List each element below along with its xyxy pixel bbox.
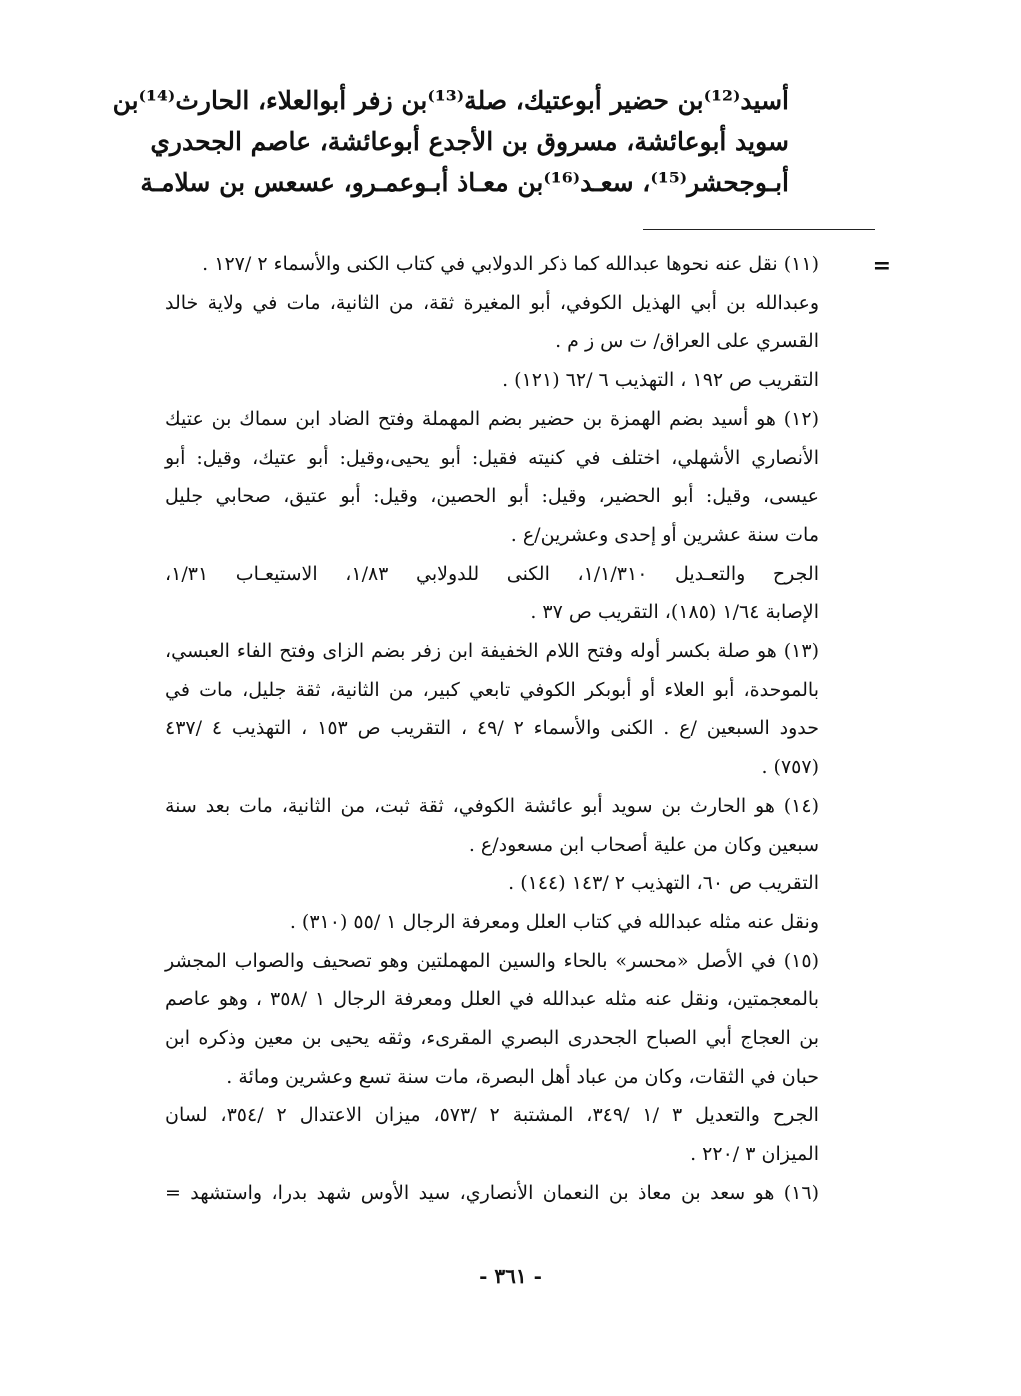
- footnote-line: بالموحدة، أبو العلاء أو أبوبكر الكوفي تابعي كبير، من الثانية، ثقة جليل، مات في: [165, 678, 819, 701]
- main-text-line: سويد أبوعائشة، مسروق بن الأجدع أبوعائشة، عاصم الجحدري: [150, 127, 789, 156]
- footnote-line: سبعين وكان من علية أصحاب ابن مسعود/ع .: [468, 833, 819, 856]
- footnote-line: الجرح والتعديل ٣ /١ /٣٤٩، المشتبة ٢ /٥٧٣، ميزان الاعتدال ٢ /٣٥٤، لسان: [165, 1104, 819, 1127]
- footnote-separator: [643, 229, 875, 230]
- footnote-line: الإصابة ١/٦٤ (١٨٥)، التقريب ص ٣٧ .: [530, 601, 819, 624]
- footnotes-block: [165, 245, 819, 1213]
- footnote-line: وعبدالله بن أبي الهذيل الكوفي، أبو المغيرة ثقة، من الثانية، مات في ولاية خالد: [165, 291, 819, 314]
- footnote-line: (١١) نقل عنه نحوها عبدالله كما ذكر الدولابي في كتاب الكنى والأسماء ٢ /١٢٧ .: [202, 253, 819, 275]
- footnote-line: الميزان ٣ /٢٢٠ .: [690, 1143, 819, 1166]
- main-text-line: أسيد⁽¹²⁾بن حضير أبوعتيك، صلة⁽¹³⁾بن زفر أبوالعلاء، الحارث⁽¹⁴⁾بن: [112, 86, 789, 115]
- footnote-line: (١٥) في الأصل «محسر» بالحاء والسين المهملتين وهو تصحيف والصواب المجشر: [165, 949, 819, 972]
- footnote-line: الجرح والتعـديل ١/١/٣١٠، الكنى للدولابي ١/٨٣، الاستيعـاب ١/٣١،: [165, 562, 819, 585]
- footnote-line: التقريب ص ١٩٢ ، التهذيب ٦ /٦٢ (١٢١) .: [502, 369, 819, 392]
- footnote-line: التقريب ص ٦٠، التهذيب ٢ /١٤٣ (١٤٤) .: [508, 872, 819, 895]
- footnote-line: حدود السبعين /ع . الكنى والأسماء ٢ /٤٩ ، التقريب ص ١٥٣ ، التهذيب ٤ /٤٣٧: [165, 717, 819, 740]
- footnote-line: عيسى، وقيل: أبو الحضير، وقيل: أبو الحصين، وقيل: أبو عتيق، صحابي جليل: [165, 485, 819, 508]
- footnote-line: (١٣) هو صلة بكسر أوله وفتح اللام الخفيفة ابن زفر بضم الزاى وفتح الفاء العبسي،: [165, 640, 819, 663]
- footnote-line: (١٤) هو الحارث بن سويد أبو عائشة الكوفي، ثقة ثبت، من الثانية، مات بعد سنة: [165, 794, 819, 817]
- page-number: - ٣٦١ -: [479, 1264, 542, 1288]
- footnote-line: مات سنة عشرين أو إحدى وعشرين/ع .: [510, 523, 819, 546]
- main-text-block: [112, 80, 789, 203]
- footnote-line: بن العجاج أبي الصباح الجحدرى البصري المقرىء، وثقه يحيى بن معين وذكره ابن: [165, 1027, 819, 1050]
- footnote-line: (٧٥٧) .: [761, 756, 819, 779]
- footnote-line: الأنصاري الأشهلي، اختلف في كنيته فقيل: أبو يحيى،وقيل: أبو عتيك، وقيل: أبو: [165, 446, 819, 469]
- main-text-line: أبـوجحشر⁽¹⁵⁾، سعـد⁽¹⁶⁾بن معـاذ أبـوعمـرو، عسعس بن سلامـة: [140, 168, 789, 197]
- footnote-line: القسري على العراق/ ت س ز م .: [555, 330, 819, 353]
- footnote-line: ونقل عنه مثله عبدالله في كتاب العلل ومعرفة الرجال ١ /٥٥ (٣١٠) .: [289, 910, 819, 933]
- footnote-line: حبان في الثقات، وكان من عباد أهل البصرة، مات سنة تسع وعشرين ومائة .: [226, 1065, 819, 1088]
- footnote-line: بالمعجمتين، ونقل عنه مثله عبدالله في العلل ومعرفة الرجال ١ /٣٥٨ ، وهو عاصم: [165, 988, 820, 1011]
- footnote-line: (١٢) هو أسيد بضم الهمزة بن حضير بضم المهملة وفتح الضاد ابن سماك بن عتيك: [165, 407, 819, 430]
- footnote-line: (١٦) هو سعد بن معاذ بن النعمان الأنصاري، سيد الأوس شهد بدرا، واستشهد =: [165, 1181, 819, 1204]
- continuation-mark: =: [872, 253, 891, 279]
